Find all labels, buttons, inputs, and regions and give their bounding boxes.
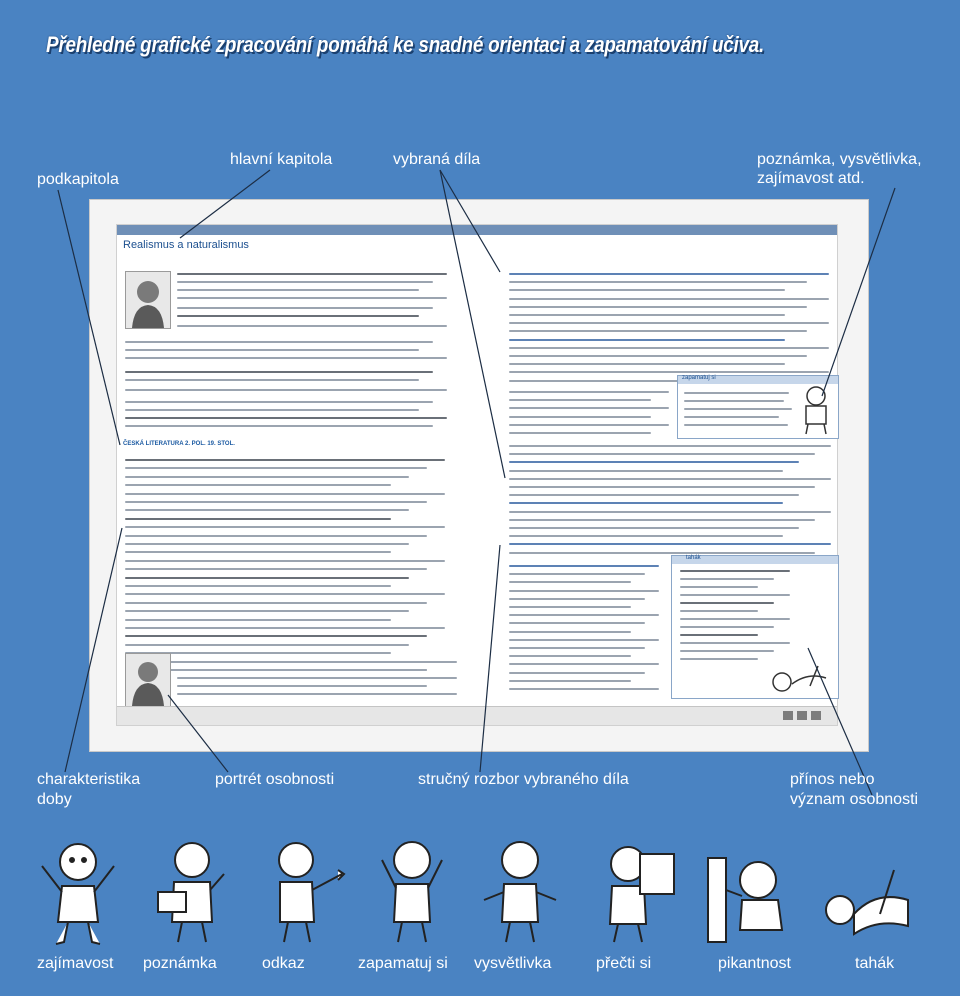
precti-si-icon bbox=[588, 830, 688, 950]
label-prinos-line1: přínos nebo bbox=[790, 771, 875, 788]
label-hlavni-kapitola: hlavní kapitola bbox=[230, 151, 333, 168]
label-portret-osobnosti: portrét osobnosti bbox=[215, 771, 335, 788]
odkaz-label: odkaz bbox=[262, 955, 305, 972]
chapter-title: Realismus a naturalismus bbox=[123, 239, 249, 251]
label-poznamka-line2: zajímavost atd. bbox=[757, 170, 865, 187]
zajimavost-icon bbox=[28, 830, 128, 950]
label-vybrana-dila: vybraná díla bbox=[393, 151, 481, 168]
precti-si-label: přečti si bbox=[596, 955, 652, 972]
zajimavost-label: zajímavost bbox=[37, 955, 114, 972]
label-charakteristika-line2: doby bbox=[37, 791, 72, 808]
zapamatuj-si-label: zapamatuj si bbox=[358, 955, 448, 972]
vysvetlivka-label: vysvětlivka bbox=[474, 955, 552, 972]
tahak-icon bbox=[818, 830, 918, 950]
pikantnost-label: pikantnost bbox=[718, 955, 791, 972]
vysvetlivka-icon bbox=[470, 830, 570, 950]
tahak-label: tahák bbox=[855, 955, 895, 972]
page-title: Přehledné grafické zpracování pomáhá ke snadné orientaci a zapamatování učiva. bbox=[46, 32, 765, 57]
label-poznamka-line1: poznámka, vysvětlivka, bbox=[757, 151, 922, 168]
icon-figures-row bbox=[0, 830, 960, 950]
label-podkapitola: podkapitola bbox=[37, 171, 119, 188]
poznamka-label: poznámka bbox=[143, 955, 217, 972]
zapamatuj-si-icon bbox=[362, 830, 462, 950]
label-charakteristika-line1: charakteristika bbox=[37, 771, 141, 788]
section-heading: ČESKÁ LITERATURA 2. POL. 19. STOL. bbox=[123, 441, 235, 447]
pikantnost-icon bbox=[702, 830, 802, 950]
odkaz-icon bbox=[250, 830, 350, 950]
tahak-box-title: tahák bbox=[686, 555, 701, 561]
zapamatuj-si-box-title: zapamatuj si bbox=[682, 375, 716, 381]
label-prinos-line2: význam osobnosti bbox=[790, 791, 919, 808]
label-strucny-rozbor: stručný rozbor vybraného díla bbox=[418, 771, 629, 788]
poznamka-icon bbox=[140, 830, 240, 950]
